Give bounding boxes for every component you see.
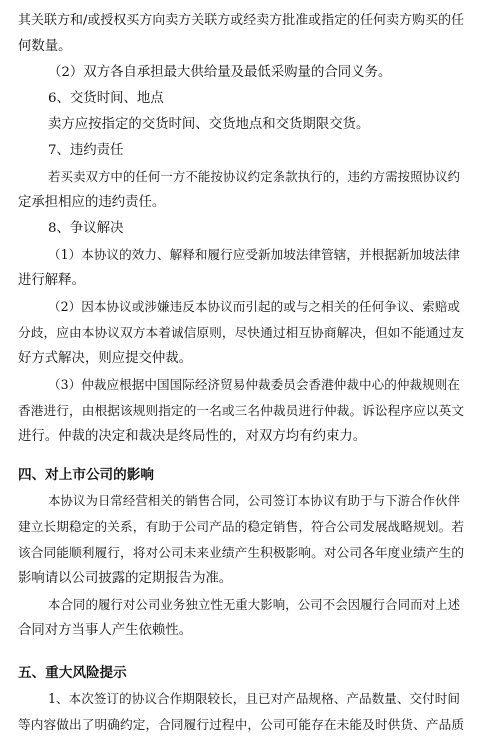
- text-line: 该合同能顺利履行，将对公司未来业绩产生积极影响。对公司各年度业绩产生的: [18, 545, 464, 560]
- text-line: 分歧，应由本协议双方本着诚信原则，尽快通过相互协商解决，但如不能通过友: [18, 325, 464, 340]
- text-line: 7、违约责任: [48, 143, 124, 158]
- text-line: 定承担相应的违约责任。: [18, 195, 166, 210]
- text-line: 卖方应按指定的交货时间、交货地点和交货期限交货。: [48, 117, 370, 132]
- text-line: 8、争议解决: [48, 221, 124, 236]
- text-line: 本合同的履行对公司业务独立性无重大影响，公司不会因履行合同而对上述: [48, 597, 460, 612]
- text-line: 本协议为日常经营相关的销售合同，公司签订本协议有助于与下游合作伙伴: [48, 493, 460, 508]
- text-line: 1、本次签订的协议合作期限较长，且已对产品规格、产品数量、交付时间: [48, 691, 460, 706]
- text-line: 影响请以公司披露的定期报告为准。: [18, 571, 233, 586]
- text-line: （2）因本协议或涉嫌违反本协议而引起的或与之相关的任何争议、索赔或: [48, 299, 460, 314]
- text-line: 香港进行，由根据该规则指定的一名或三名仲裁员进行仲裁。诉讼程序应以英文: [18, 403, 464, 418]
- text-line: 建立长期稳定的关系，有助于公司产品的稳定销售，符合公司发展战略规划。若: [18, 519, 464, 534]
- text-line: （1）本协议的效力、解释和履行应受新加坡法律管辖，并根据新加坡法律: [48, 247, 460, 262]
- text-line: （3）仲裁应根据中国国际经济贸易仲裁委员会香港仲裁中心的仲裁规则在: [48, 377, 460, 392]
- text-line: 何数量。: [18, 39, 72, 54]
- section-heading: 五、重大风险提示: [18, 665, 127, 681]
- text-line: 其关联方和/或授权买方向卖方关联方或经卖方批准或指定的任何卖方购买的任: [18, 13, 464, 28]
- text-line: 进行解释。: [18, 273, 85, 288]
- text-line: 好方式解决，则应提交仲裁。: [18, 351, 193, 366]
- section-heading: 四、对上市公司的影响: [18, 467, 154, 483]
- text-line: 若买卖双方中的任何一方不能按协议约定条款执行的，违约方需按照协议约: [48, 169, 460, 184]
- text-line: 等内容做出了明确约定，合同履行过程中，公司可能存在未能及时供货、产品质: [18, 717, 464, 732]
- text-line: 6、交货时间、地点: [48, 91, 164, 106]
- text-line: 合同对方当事人产生依赖性。: [18, 623, 193, 638]
- text-line: （2）双方各自承担最大供给量及最低采购量的合同义务。: [48, 65, 392, 80]
- text-line: 进行。仲裁的决定和裁决是终局性的，对双方均有约束力。: [18, 429, 367, 444]
